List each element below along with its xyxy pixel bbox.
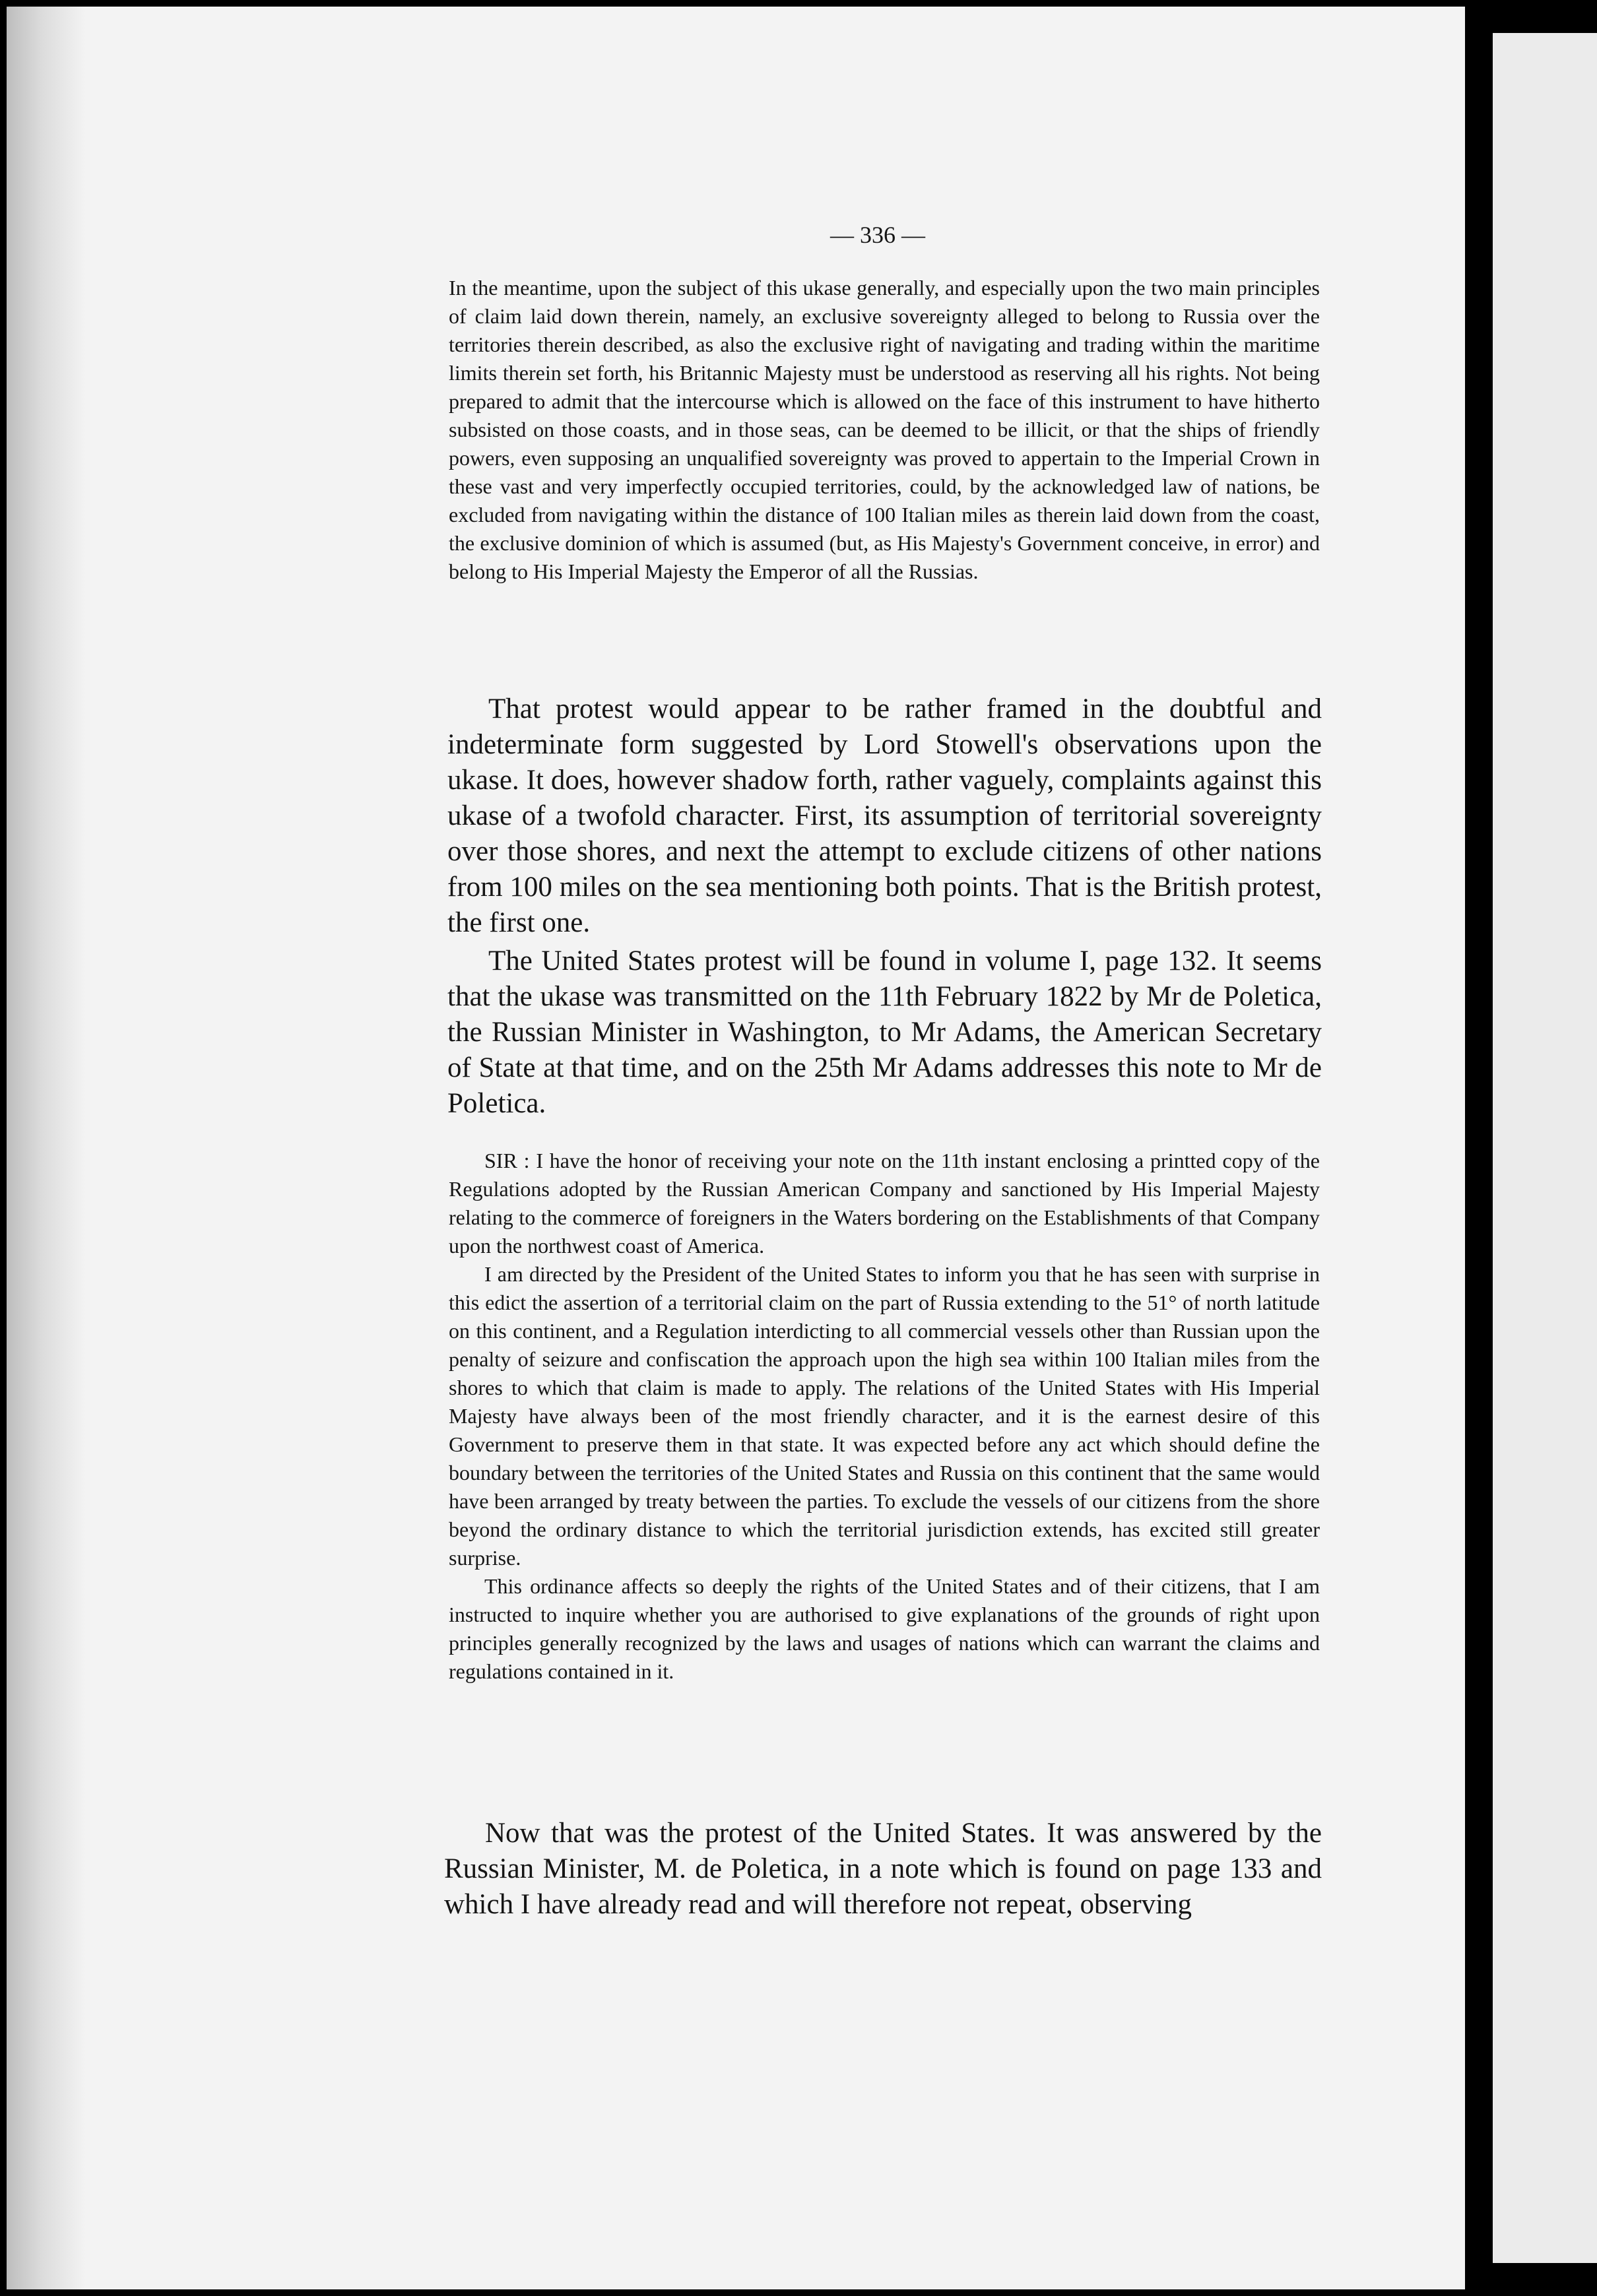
commentary-russian-answer [444, 1816, 1322, 1923]
paragraph-adams-note-salutation: SIR : I have the honor of receiving your note on the 11th instant enclosing a printted copy of the Regulations adopted by the Russian American Company and sanctioned by His Imperial Majesty relating to the commerce of foreigners in the Waters bordering on the Establishments of that Company upon the northwest coast of America. [449, 1149, 1320, 1258]
binding-gutter-shadow [7, 7, 86, 2289]
page-number: — 336 — [830, 222, 925, 248]
paragraph-british-protest-quote: In the meantime, upon the subject of this ukase generally, and especially upon the two main principles of claim laid down therein, namely, an exclusive sovereignty alleged to belong to Russia over the territories therein described, as also the exclusive right of navigating and trading within the maritime limits therein set forth, his Britannic Majesty must be understood as reserving all his rights. Not being prepared to admit that the intercourse which is allowed on the face of this instrument to have hitherto subsisted on those coasts, and in those seas, can be deemed to be illicit, or that the ships of friendly powers, even supposing an unqualified sovereignty was proved to appertain to the Imperial Crown in these vast and very imperfectly occupied territories, could, by the acknowledged law of nations, be excluded from navigating within the distance of 100 Italian miles as therein laid down from the coast, the exclusive dominion of which is assumed (but, as His Majesty's Government conceive, in error) and belong to His Imperial Majesty the Emperor of all the Russias. [449, 276, 1320, 583]
paragraph-adams-note-closing: This ordinance affects so deeply the rights of the United States and of their citizens, that I am instructed to inquire whether you are authorised to give explanations of the grounds of right upon principles generally recognized by the laws and usages of nations which can warrant the claims and regulations contained in it. [449, 1574, 1320, 1683]
quoted-adams-note [449, 1147, 1320, 1686]
paragraph-us-protest-intro: The United States protest will be found in volume I, page 132. It seems that the ukase was transmitted on the 11th February 1822 by Mr de Poletica, the Russian Minister in Washington, to Mr Adams, the American Secretary of State at that time, and on the 25th Mr Adams addresses this note to Mr de Poletica. [447, 945, 1322, 1119]
facing-page-edge [1493, 33, 1597, 2263]
quoted-british-protest [449, 274, 1320, 586]
commentary-us-protest [447, 943, 1322, 1122]
commentary-british-protest [447, 691, 1322, 941]
paragraph-protest-analysis: That protest would appear to be rather framed in the doubtful and indeterminate form suggested by Lord Stowell's observations upon the ukase. It does, however shadow forth, rather vaguely, complaints against this ukase of a twofold character. First, its assumption of territorial sovereignty over those shores, and next the attempt to exclude citizens of other nations from 100 miles on the sea mentioning both points. That is the British protest, the first one. [447, 693, 1322, 938]
paragraph-russian-answer: Now that was the protest of the United States. It was answered by the Russian Minister, M. de Poletica, in a note which is found on page 133 and which I have already read and will therefore not repeat, observing [444, 1818, 1322, 1920]
paragraph-adams-note-body: I am directed by the President of the United States to inform you that he has seen with surprise in this edict the assertion of a territorial claim on the part of Russia extending to the 51° of north latitude on this continent, and a Regulation interdicting to all commercial vessels other than Russian upon the penalty of seizure and confiscation the approach upon the high sea within 100 Italian miles from the shores to which that claim is made to apply. The relations of the United States with His Imperial Majesty have always been of the most friendly character, and it is the earnest desire of this Government to preserve them in that state. It was expected before any act which should define the boundary between the territories of the United States and Russia on this continent that the same would have been arranged by treaty between the parties. To exclude the vessels of our citizens from the shore beyond the ordinary distance to which the territorial jurisdiction extends, has excited still greater surprise. [449, 1262, 1320, 1570]
